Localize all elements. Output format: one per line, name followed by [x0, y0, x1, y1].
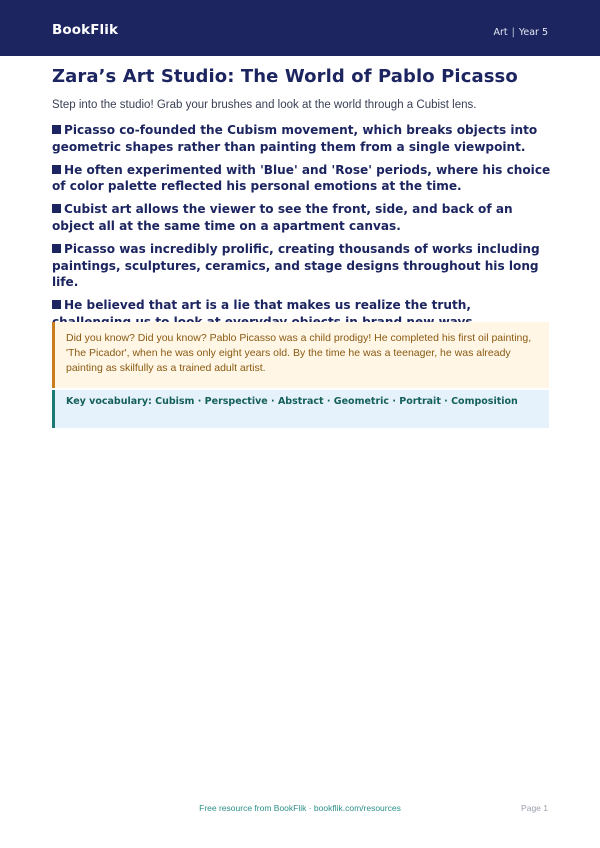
fact-list — [52, 122, 552, 337]
intro-text: Step into the studio! Grab your brushes and look at the world through a Cubist lens. — [52, 99, 477, 111]
square-bullet-icon — [52, 204, 61, 213]
meta-separator: | — [511, 27, 515, 38]
page-header — [0, 0, 600, 56]
square-bullet-icon — [52, 244, 61, 253]
square-bullet-icon — [52, 125, 61, 134]
fact-item — [52, 122, 552, 155]
subject-label: Art — [493, 27, 508, 38]
fact-text: He often experimented with 'Blue' and 'Rose' periods, where his choice of color palette reflected his personal emotions at the time. — [52, 162, 551, 194]
fact-text: Picasso was incredibly prolific, creating thousands of works including paintings, sculptures, ceramics, and stage designs throughout his long life. — [52, 242, 540, 290]
fact-item — [52, 162, 552, 195]
brand-logo[interactable]: BookFlik — [52, 22, 119, 38]
fact-text: Cubist art allows the viewer to see the front, side, and back of an object all at the same time on a apartment canvas. — [52, 202, 513, 233]
did-you-know-callout: Did you know? Did you know? Pablo Picasso was a child prodigy! He completed his first oil painting, 'The Picador', when he was only eight years old. By the time he was a teenager, he was already painting as skilfully as a trained adult artist. — [52, 322, 549, 388]
key-vocabulary-box: Key vocabulary: Cubism · Perspective · Abstract · Geometric · Portrait · Composition — [52, 390, 549, 428]
fact-text: Picasso co-founded the Cubism movement, which breaks objects into geometric shapes rather than painting them from a single viewpoint. — [52, 123, 538, 154]
header-meta — [493, 27, 548, 38]
square-bullet-icon — [52, 165, 61, 174]
fact-item — [52, 241, 552, 291]
page-title: Zara’s Art Studio: The World of Pablo Picasso — [52, 66, 518, 87]
footer-credit[interactable]: Free resource from BookFlik · bookflik.com/resources — [199, 803, 401, 813]
page-number: Page 1 — [521, 803, 548, 813]
fact-item — [52, 201, 552, 234]
fact-text: He believed that art is a lie that makes us realize the truth, — [64, 298, 471, 313]
square-bullet-icon — [52, 300, 61, 309]
grade-label: Year 5 — [518, 27, 548, 38]
